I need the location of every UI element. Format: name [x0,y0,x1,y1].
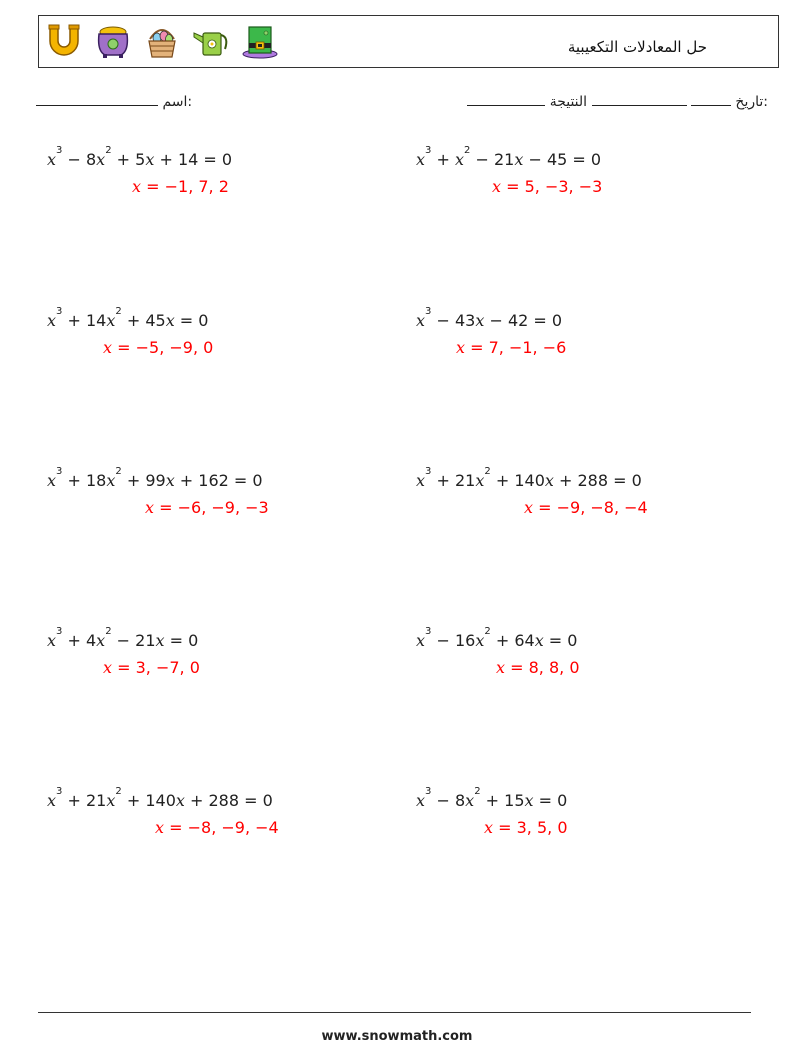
equation: $x^3 + 4x^2 - 21x = 0$ [47,626,199,650]
answer: x = 3, 5, 0 [484,818,568,837]
equation: $x^3 - 8x^2 + 15x = 0$ [416,786,568,810]
answer: x = 5, −3, −3 [492,177,603,196]
problem-1 [47,145,233,196]
equation: $x^3 - 8x^2 + 5x + 14 = 0$ [47,145,233,169]
date-blank-2[interactable] [592,94,687,106]
answer: x = 7, −1, −6 [456,338,567,357]
equation: $x^3 + x^2 - 21x - 45 = 0$ [416,145,602,169]
answer: x = −1, 7, 2 [132,177,229,196]
leprechaun-hat-icon [240,21,280,61]
name-label: :اسم [162,94,193,110]
horseshoe-icon [44,21,84,61]
date-score-row [467,94,768,110]
score-blank[interactable] [467,94,545,106]
date-label: :تاريخ [735,94,768,110]
name-row [36,94,192,110]
watering-can-icon [191,21,231,61]
footer-divider [38,1012,751,1013]
footer-url[interactable]: www.snowmath.com [321,1029,473,1044]
equation: $x^3 + 14x^2 + 45x = 0$ [47,306,209,330]
date-blank[interactable] [691,94,731,106]
problem-3 [47,306,214,357]
answer: x = −5, −9, 0 [103,338,214,357]
equation: $x^3 + 21x^2 + 140x + 288 = 0$ [416,466,642,490]
name-blank[interactable] [36,94,158,106]
easter-basket-icon [142,21,182,61]
answer: x = −8, −9, −4 [155,818,279,837]
problem-4 [416,306,567,357]
problem-9 [47,786,279,837]
pot-of-gold-icon [93,21,133,61]
problem-6 [416,466,648,517]
answer: x = −6, −9, −3 [145,498,269,517]
score-label: النتيجة [549,94,588,110]
answer: x = 8, 8, 0 [496,658,580,677]
worksheet-header [38,15,779,68]
problem-2 [416,145,603,196]
equation: $x^3 - 43x - 42 = 0$ [416,306,563,330]
problem-10 [416,786,568,837]
answer: x = −9, −8, −4 [524,498,648,517]
equation: $x^3 + 18x^2 + 99x + 162 = 0$ [47,466,263,490]
problem-8 [416,626,580,677]
equation: $x^3 - 16x^2 + 64x = 0$ [416,626,578,650]
answer: x = 3, −7, 0 [103,658,200,677]
problem-5 [47,466,269,517]
page-title: حل المعادلات التكعيبية [567,38,707,56]
icon-strip [44,21,280,61]
problem-7 [47,626,200,677]
equation: $x^3 + 21x^2 + 140x + 288 = 0$ [47,786,273,810]
